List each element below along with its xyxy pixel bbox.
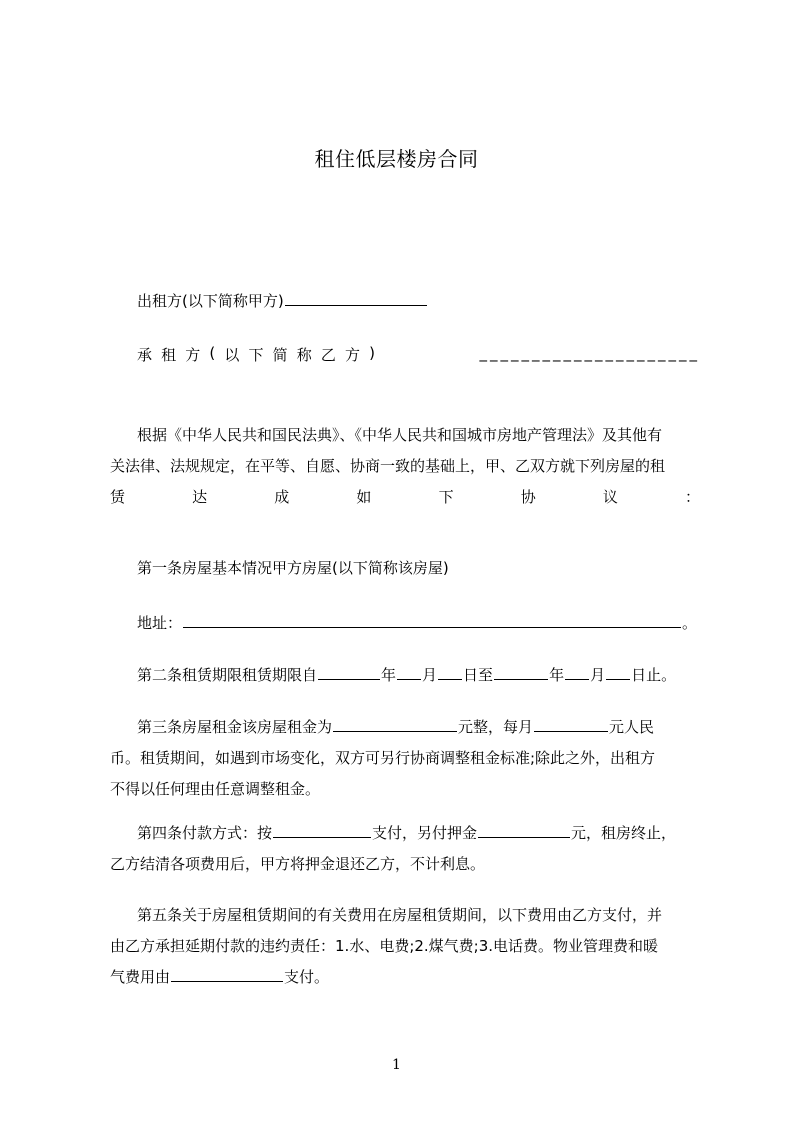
art4-line-1 — [110, 818, 700, 849]
lessor-label: 出租方(以下简称甲方) — [137, 292, 284, 310]
lessor-line — [137, 290, 700, 311]
lessor-blank[interactable] — [285, 291, 427, 306]
art2-month-label-2: 月 — [590, 666, 606, 684]
address-blank[interactable] — [183, 613, 681, 628]
start-year-blank[interactable] — [318, 665, 380, 680]
art3-line-3: 不得以任何理由任意调整租金。 — [110, 780, 321, 798]
art4-line-2: 乙方结清各项费用后，甲方将押金退还乙方，不计利息。 — [110, 855, 486, 873]
char: ： — [684, 488, 700, 506]
art3-text-1: 第三条房屋租金该房屋租金为 — [137, 718, 333, 736]
address-label: 地址： — [137, 614, 183, 632]
art2-text-1: 第二条租赁期限租赁期限自 — [137, 666, 318, 684]
address-line — [137, 612, 700, 633]
lessee-label: 承 租 方 ( 以 下 简 称 乙 方 ) — [137, 344, 375, 364]
article-3 — [110, 712, 700, 805]
address-end: 。 — [682, 614, 698, 632]
art2-year-label-2: 年 — [549, 666, 565, 684]
art3-line-2: 币。租赁期间，如遇到市场变化，双方可另行协商调整租金标准;除此之外，出租方 — [110, 749, 656, 767]
rent-total-blank[interactable] — [333, 717, 457, 732]
art5-text-2: 支付。 — [284, 968, 330, 986]
char: 协 — [520, 488, 536, 506]
char: 赁 — [110, 488, 126, 506]
art4-text-1: 第四条付款方式：按 — [137, 824, 273, 842]
end-month-blank[interactable] — [565, 665, 589, 680]
contract-title: 租住低层楼房合同 — [314, 147, 479, 171]
preamble-line-2: 关法律、法规规定，在平等、自愿、协商一致的基础上，甲、乙双方就下列房屋的租 — [110, 457, 666, 475]
start-month-blank[interactable] — [397, 665, 421, 680]
art2-month-label: 月 — [422, 666, 438, 684]
art2-year-label: 年 — [381, 666, 397, 684]
preamble-line-3 — [110, 482, 700, 513]
end-year-blank[interactable] — [494, 665, 548, 680]
start-day-blank[interactable] — [438, 665, 462, 680]
art3-text-2: 元整，每月 — [458, 718, 534, 736]
article-2 — [137, 664, 700, 685]
art5-line-3 — [110, 962, 700, 993]
art3-line-1 — [110, 712, 700, 743]
art5-line-2: 由乙方承担延期付款的违约责任：1.水、电费;2.煤气费;3.电话费。物业管理费和暖 — [110, 937, 659, 955]
char: 下 — [438, 488, 454, 506]
article-1: 第一条房屋基本情况甲方房屋(以下简称该房屋) — [137, 559, 449, 577]
art5-text-1: 气费用由 — [110, 968, 171, 986]
char: 如 — [356, 488, 372, 506]
rent-monthly-blank[interactable] — [534, 717, 608, 732]
char: 达 — [192, 488, 208, 506]
deposit-blank[interactable] — [478, 823, 570, 838]
payment-method-blank[interactable] — [273, 823, 371, 838]
art4-text-3: 元，租房终止， — [571, 824, 677, 842]
preamble — [110, 420, 700, 513]
art2-end-label: 日止。 — [631, 666, 677, 684]
end-day-blank[interactable] — [606, 665, 630, 680]
lessee-blank[interactable]: _____________________ — [479, 344, 700, 362]
lessee-line — [137, 344, 700, 365]
article-4 — [110, 818, 700, 880]
art3-text-3: 元人民 — [609, 718, 655, 736]
article-5 — [110, 900, 700, 993]
art5-line-1: 第五条关于房屋租赁期间的有关费用在房屋租赁期间，以下费用由乙方支付，并 — [137, 906, 663, 924]
char: 议 — [602, 488, 618, 506]
art2-day-to-label: 日至 — [463, 666, 494, 684]
heating-payer-blank[interactable] — [171, 967, 283, 982]
preamble-line-1: 根据《中华人民共和国民法典》、《中华人民共和国城市房地产管理法》及其他有 — [137, 426, 663, 444]
art4-text-2: 支付，另付押金 — [372, 824, 478, 842]
page-number: 1 — [392, 1057, 401, 1073]
char: 成 — [274, 488, 290, 506]
